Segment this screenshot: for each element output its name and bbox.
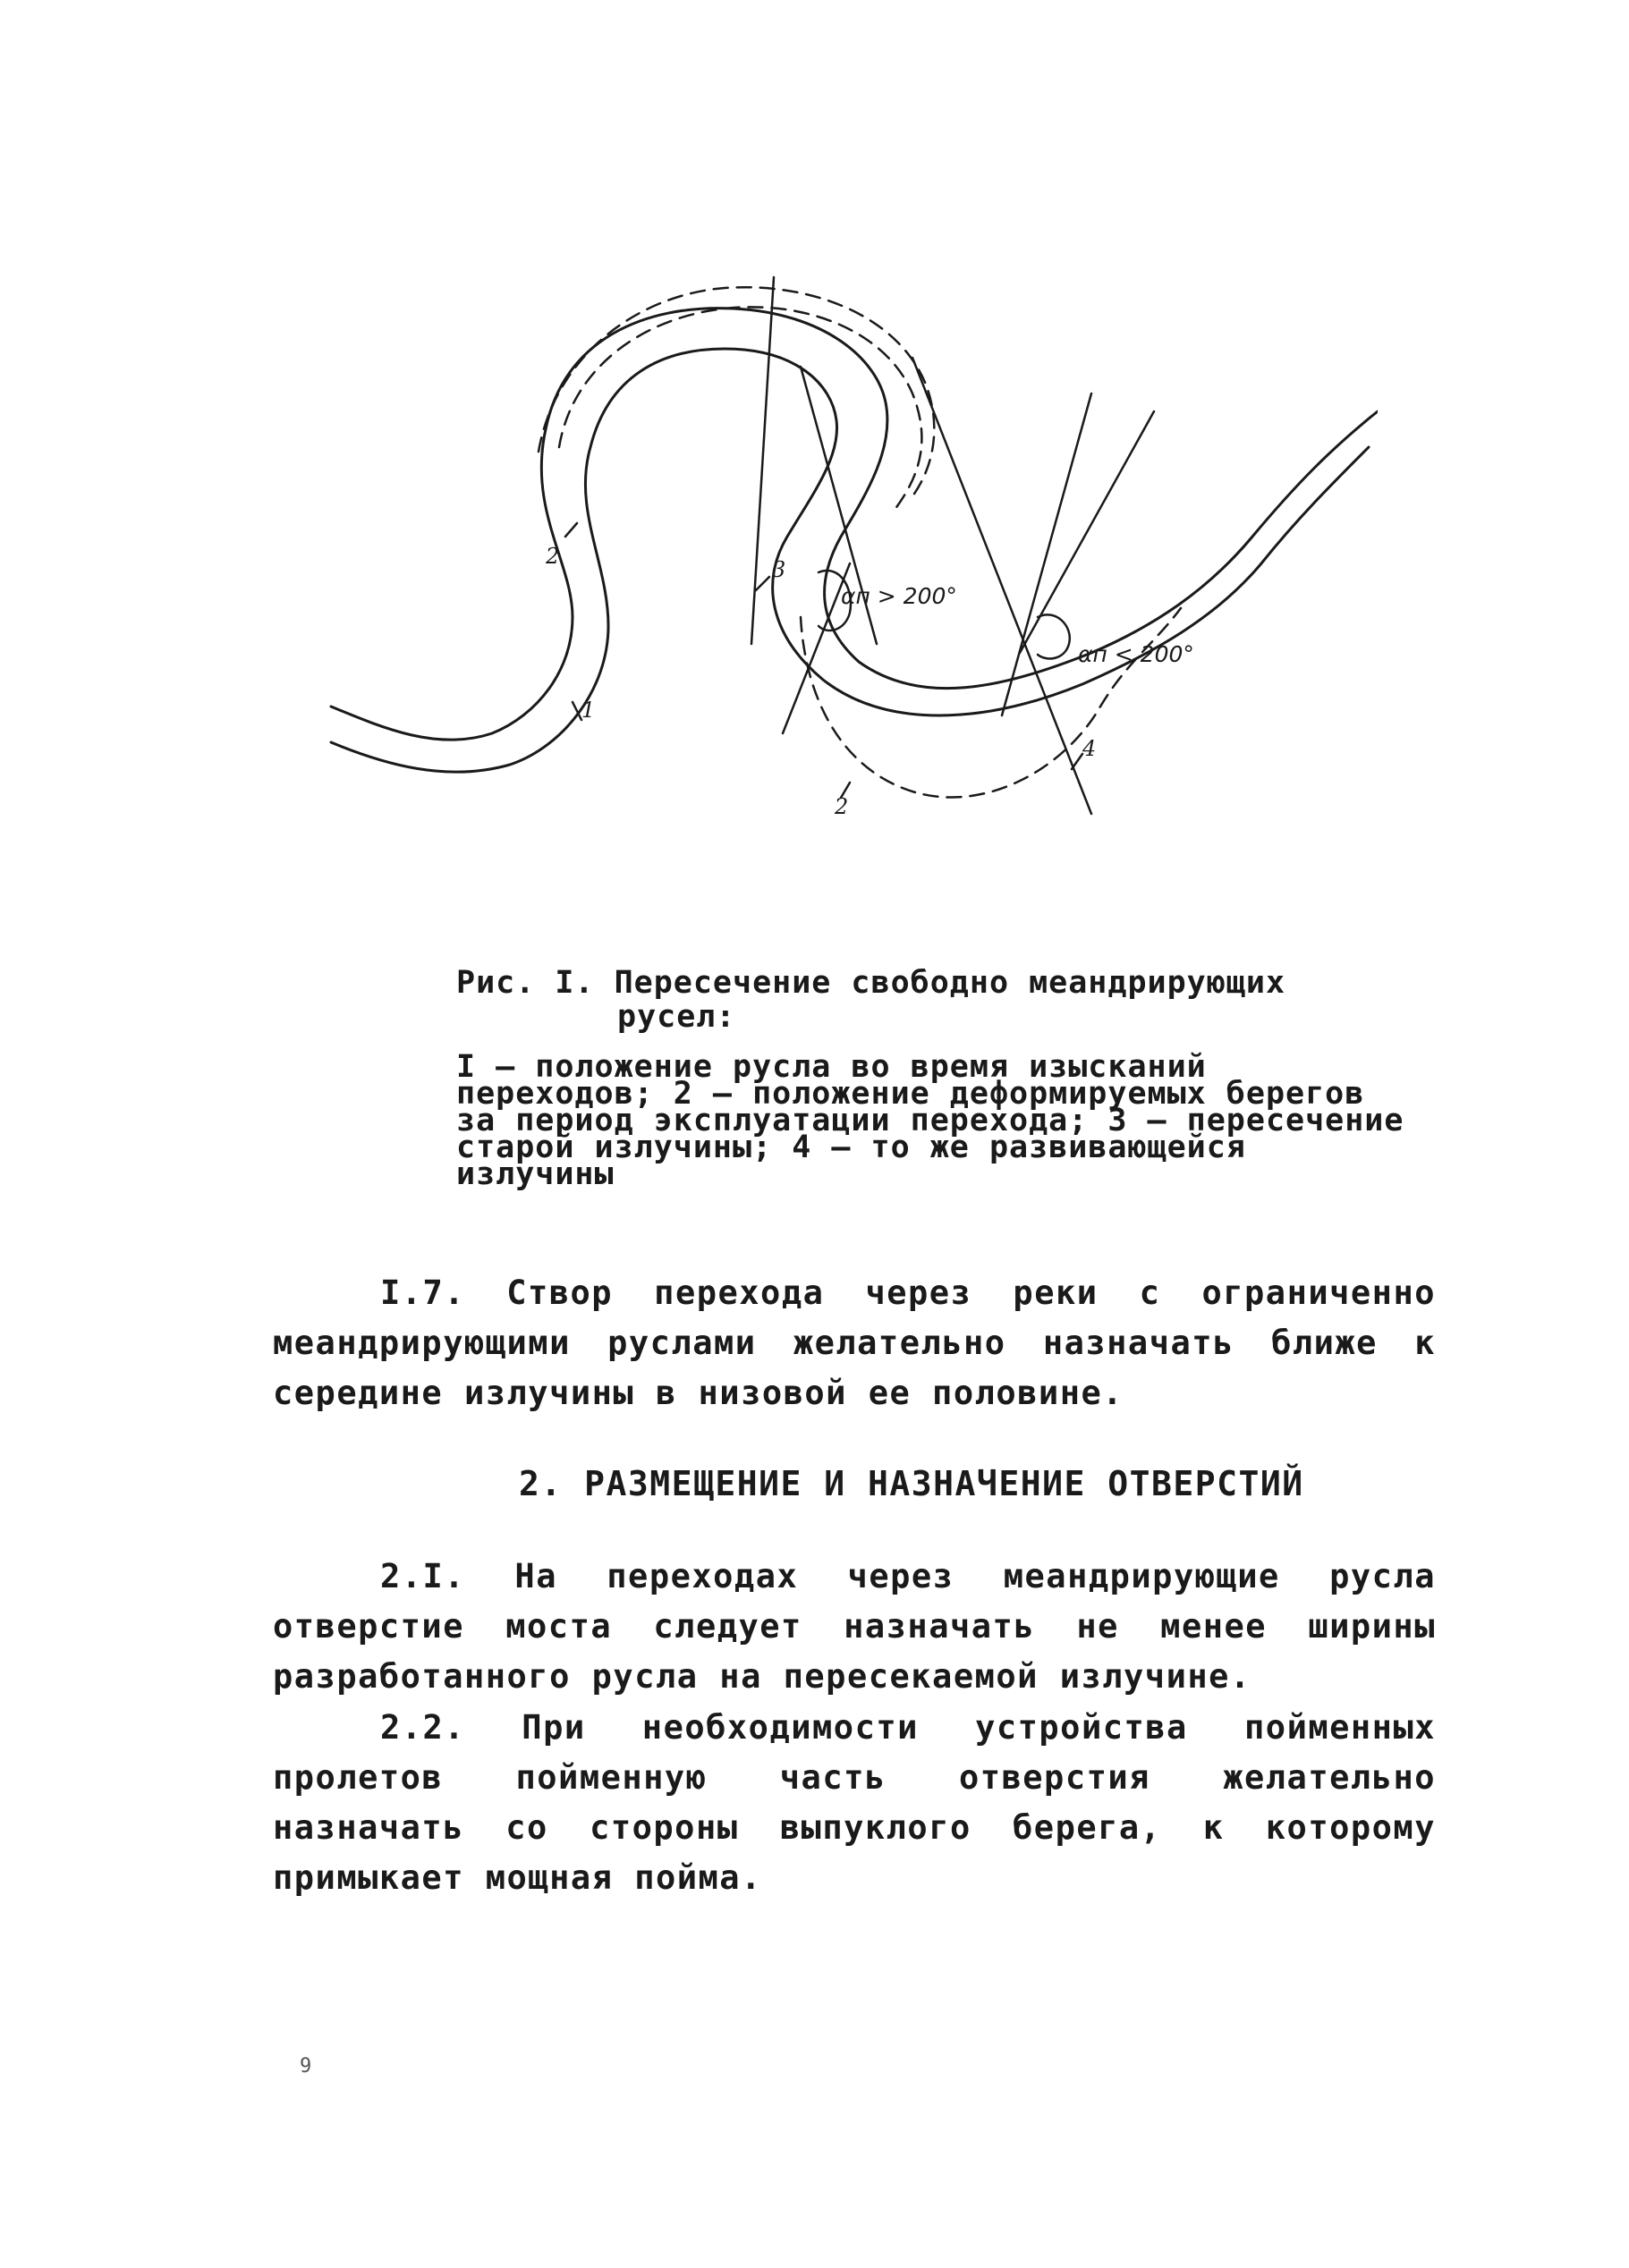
angle-label-left: αп > 200° <box>841 583 957 609</box>
section-heading: 2. РАЗМЕЩЕНИЕ И НАЗНАЧЕНИЕ ОТВЕРСТИЙ <box>519 1464 1304 1503</box>
figure-label-1: 1 <box>581 698 596 723</box>
angle-arc-right <box>1038 614 1070 658</box>
figure-label-2-top: 2 <box>546 544 560 569</box>
paragraph-text: На переходах через меандрирующие русла отверстие моста следует назначать не менее ширины разработанного русла на пересекаемой излучине. <box>273 1557 1437 1696</box>
channel-outer-bank <box>331 309 1378 740</box>
leader-2-top <box>565 523 577 537</box>
paragraph-number: 2.I. <box>380 1557 466 1595</box>
paragraph-2-2 <box>273 1703 1436 1903</box>
paragraph-text: Створ перехода через реки с ограниченно меандрирующими руслами желательно назначать ближе к середине излучины в низовой ее половине. <box>273 1274 1436 1412</box>
leader-4 <box>1072 754 1082 769</box>
leader-3 <box>756 577 769 590</box>
paragraph-number: 2.2. <box>380 1708 466 1747</box>
angle-label-right: αп < 200° <box>1078 641 1194 667</box>
figure-label-2-bottom: 2 <box>835 794 849 819</box>
figure-caption <box>456 966 1404 1034</box>
paragraph-1-7 <box>273 1268 1436 1418</box>
crossing-line-right-1 <box>1002 394 1091 715</box>
deformed-bank-top-outer <box>539 287 934 496</box>
paragraph-2-1 <box>273 1552 1436 1702</box>
meander-crossing-figure <box>304 268 1378 912</box>
crossing-line-3 <box>751 277 774 644</box>
paragraph-text: При необходимости устройства пойменных пролетов пойменную часть отверстия желательно назначать со стороны выпуклого берега, к которому примыкает мощная пойма. <box>273 1708 1436 1897</box>
figure-legend: I – положение русла во время изысканий переходов; 2 – положение деформируемых берегов за период эксплуатации перехода; 3 – пересечение старой излучины; 4 – то же развивающейся излучины <box>456 1049 1404 1192</box>
caption-title-line1: Рис. I. Пересечение свободно меандрирующих <box>456 965 1286 1001</box>
channel-inner-bank <box>331 349 1369 772</box>
paragraph-number: I.7. <box>380 1274 466 1312</box>
caption-title-line2: русел: <box>617 999 736 1035</box>
figure-label-4: 4 <box>1082 736 1097 761</box>
page-mark: 9 <box>300 2055 312 2078</box>
figure-label-3: 3 <box>772 557 786 582</box>
deformed-bank-top <box>559 307 921 510</box>
